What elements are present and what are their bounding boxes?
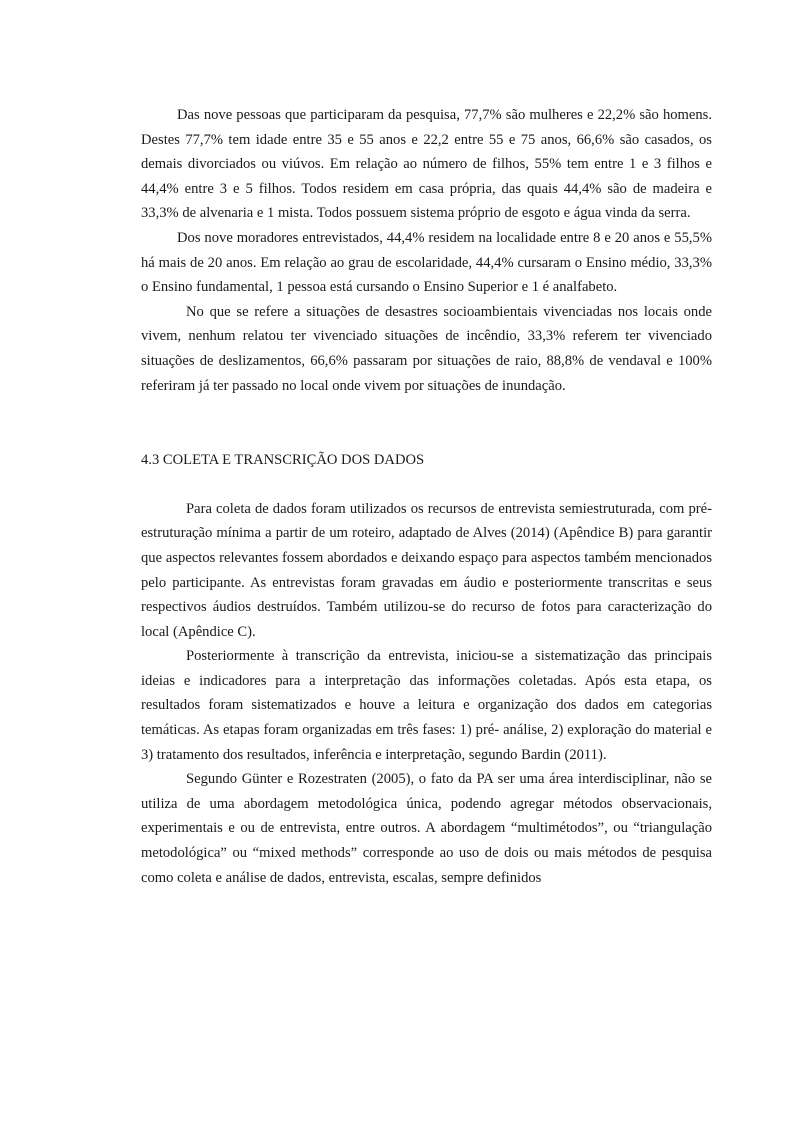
paragraph-residence-education: Dos nove moradores entrevistados, 44,4% residem na localidade entre 8 e 20 anos e 55,5% há mais de 20 anos. Em relação ao grau de escolaridade, 44,4% cursaram o Ensino médio, 33,3% o Ensino fundamental, 1 pessoa está cursando o Ensino Superior e 1 é analfabeto. [141, 229, 712, 296]
paragraph-methods: Segundo Günter e Rozestraten (2005), o fato da PA ser uma área interdisciplinar, não se utiliza de uma abordagem metodológica única, podendo agregar métodos observacionais, experimentais e ou de entrevista, entre outros. A abordagem “multimétodos”, ou “triangulação metodológica” ou “mixed methods” corresponde ao uso de dois ou mais métodos de pesquisa como coleta e análise de dados, entrevista, escalas, sempre definidos [141, 771, 712, 886]
spacer [141, 473, 712, 497]
paragraph-data-collection: Para coleta de dados foram utilizados os recursos de entrevista semiestruturada, com pré-estruturação mínima a partir de um roteiro, adaptado de Alves (2014) (Apêndice B) para garantir que aspectos relevantes fossem abordados e deixando espaço para aspectos também mencionados pelo participante. As entrevistas foram gravadas em áudio e posteriormente transcritas e seus respectivos áudios destruídos. Também utilizou-se do recurso de fotos para caracterização do local (Apêndice C). [141, 500, 712, 640]
paragraph-participants-profile: Das nove pessoas que participaram da pesquisa, 77,7% são mulheres e 22,2% são homens. Destes 77,7% tem idade entre 35 e 55 anos e 22,2 entre 55 e 75 anos, 66,6% são casados, os demais divorciados ou viúvos. Em relação ao número de filhos, 55% tem entre 1 e 3 filhos e 44,4% entre 3 e 5 filhos. Todos residem em casa própria, das quais 44,4% são de madeira e 33,3% de alvenaria e 1 mista. Todos possuem sistema próprio de esgoto e água vinda da serra. [141, 107, 712, 222]
paragraph-disasters: No que se refere a situações de desastres socioambientais vivenciadas nos locais onde vivem, nenhum relatou ter vivenciado situações de incêndio, 33,3% referem ter vivenciado situações de deslizamentos, 66,6% passaram por situações de raio, 88,8% de vendaval e 100% referiram já ter passado no local onde vivem por situações de inundação. [141, 303, 712, 394]
document-page [141, 103, 712, 890]
spacer [141, 398, 712, 448]
section-heading: 4.3 COLETA E TRANSCRIÇÃO DOS DADOS [141, 452, 425, 469]
paragraph-transcription-analysis: Posteriormente à transcrição da entrevista, iniciou-se a sistematização das principais ideias e indicadores para a interpretação das informações coletadas. Após esta etapa, os resultados foram sistematizados e houve a leitura e organização dos dados em categorias temáticas. As etapas foram organizadas em três fases: 1) pré- análise, 2) exploração do material e 3) tratamento dos resultados, inferência e interpretação, segundo Bardin (2011). [141, 648, 712, 763]
